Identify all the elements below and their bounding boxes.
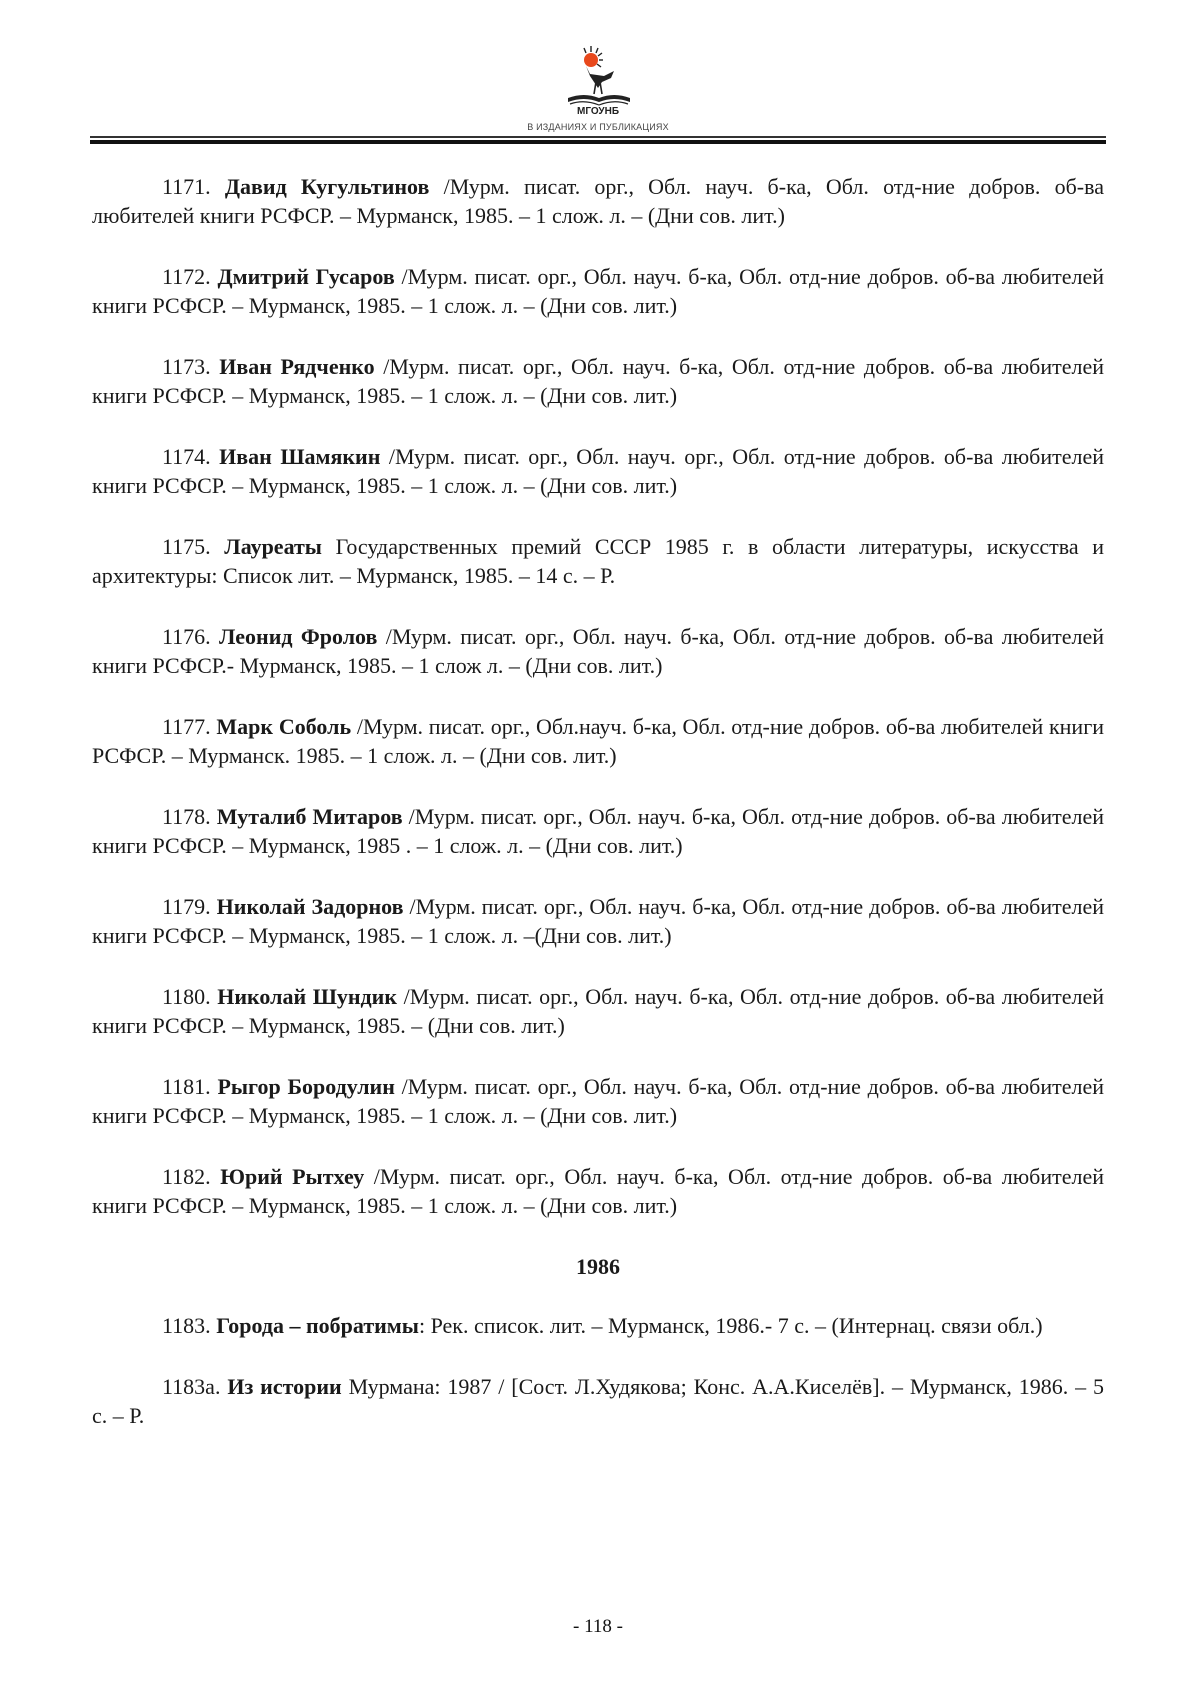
entry-number: 1181. (162, 1074, 211, 1099)
entry-number: 1173. (162, 354, 211, 379)
entry-title: Марк Соболь (216, 714, 352, 739)
entry-number: 1179. (162, 894, 211, 919)
entry-number: 1177. (162, 714, 211, 739)
bibliography-entry (92, 172, 1104, 230)
entry-title: Лауреаты (224, 534, 322, 559)
entry-number: 1176. (162, 624, 211, 649)
entry-title: Иван Шамякин (219, 444, 381, 469)
entry-details: /Мурм. писат. орг., Обл. науч. б-ка, Обл. отд-ние добров. об-ва любителей книги РСФСР. – Мурманск, 1985 . – 1 слож. л. – (Дни сов. лит.) (92, 804, 1104, 858)
header-rule-thin (90, 136, 1106, 138)
header-tagline: В ИЗДАНИЯХ И ПУБЛИКАЦИЯХ (527, 122, 669, 132)
entry-details: /Мурм. писат. орг., Обл. науч. б-ка, Обл. отд-ние добров. об-ва любителей книги РСФСР. – Мурманск, 1985. – 1 слож. л. – (Дни сов. лит.) (92, 1164, 1104, 1218)
entry-title: Рыгор Бородулин (217, 1074, 395, 1099)
bibliography-entry (92, 262, 1104, 320)
entry-number: 1178. (162, 804, 211, 829)
entry-details: /Мурм. писат. орг., Обл. науч. б-ка, Обл. отд-ние добров. об-ва любителей книги РСФСР. – Мурманск, 1985. – (Дни сов. лит.) (92, 984, 1105, 1038)
entry-details: /Мурм. писат. орг., Обл. науч. б-ка, Обл. отд-ние добров. об-ва любителей книги РСФСР.- Мурманск, 1985. – 1 слож л. – (Дни сов. лит.) (92, 624, 1104, 678)
bibliography-entry (92, 442, 1104, 500)
bibliography-entry (92, 892, 1104, 950)
entry-title: Из истории (227, 1374, 342, 1399)
year-heading: 1986 (576, 1254, 620, 1279)
entry-number: 1175. (162, 534, 211, 559)
entry-number: 1180. (162, 984, 211, 1009)
bibliography-list (92, 172, 1104, 1462)
bibliography-entry (92, 622, 1104, 680)
page-header (0, 0, 1196, 150)
bibliography-entry (92, 1372, 1104, 1430)
entry-details: /Мурм. писат. орг., Обл.науч. б-ка, Обл. отд-ние добров. об-ва любителей книги РСФСР. – Мурманск. 1985. – 1 слож. л. – (Дни сов. лит.) (92, 714, 1104, 768)
entry-details: /Мурм. писат. орг., Обл. науч. б-ка, Обл. отд-ние добров. об-ва любителей книги РСФСР. – Мурманск, 1985. – 1 слож. л. – (Дни сов. лит.) (92, 264, 1105, 318)
entry-title: Иван Рядченко (219, 354, 375, 379)
bibliography-entry (92, 802, 1104, 860)
logo-name: МГОУНБ (576, 106, 620, 117)
bibliography-entry (92, 1162, 1104, 1220)
entry-details: /Мурм. писат. орг., Обл. науч. б-ка, Обл. отд-ние добров. об-ва любителей книги РСФСР. – Мурманск, 1985. – 1 слож. л. –(Дни сов. лит.) (92, 894, 1105, 948)
entry-number: 1174. (162, 444, 211, 469)
entry-title: Города – побратимы (216, 1313, 419, 1338)
entry-details: /Мурм. писат. орг., Обл. науч. б-ка, Обл. отд-ние добров. об-ва любителей книги РСФСР. – Мурманск, 1985. – 1 слож. л. – (Дни сов. лит.) (92, 1074, 1105, 1128)
entry-title: Давид Кугультинов (224, 174, 430, 199)
entry-title: Юрий Рытхеу (220, 1164, 365, 1189)
entry-details: /Мурм. писат. орг., Обл. науч. б-ка, Обл. отд-ние добров. об-ва любителей книги РСФСР. – Мурманск, 1985. – 1 слож. л. – (Дни сов. лит.) (92, 174, 1104, 228)
bibliography-entry (92, 352, 1104, 410)
entry-number: 1172. (162, 264, 211, 289)
entry-number: 1183. (162, 1313, 211, 1338)
bibliography-entry (92, 982, 1104, 1040)
bibliography-entry (92, 1311, 1104, 1340)
page-number: - 118 - (573, 1616, 623, 1637)
bibliography-entry (92, 712, 1104, 770)
entry-details: Государственных премий СССР 1985 г. в области литературы, искусства и архитектуры: Список лит. – Мурманск, 1985. – 14 с. – Р. (92, 534, 1104, 588)
header-rule-thick (90, 140, 1106, 144)
entry-details: Мурмана: 1987 / [Сост. Л.Худякова; Конс. А.А.Киселёв]. – Мурманск, 1986. – 5 с. – Р. (92, 1374, 1105, 1428)
entry-title: Николай Задорнов (216, 894, 404, 919)
entry-title: Дмитрий Гусаров (217, 264, 395, 289)
entry-number: 1182. (162, 1164, 211, 1189)
entry-title: Муталиб Митаров (216, 804, 403, 829)
entry-details: : Рек. список. лит. – Мурманск, 1986.- 7 с. – (Интернац. связи обл.) (418, 1313, 1043, 1338)
bibliography-entry (92, 1072, 1104, 1130)
entry-title: Леонид Фролов (219, 624, 378, 649)
entry-number: 1183а. (162, 1374, 221, 1399)
entry-number: 1171. (162, 174, 211, 199)
entry-details: /Мурм. писат. орг., Обл. науч. орг., Обл. отд-ние добров. об-ва любителей книги РСФСР. – Мурманск, 1985. – 1 слож. л. – (Дни сов. лит.) (92, 444, 1105, 498)
library-logo-icon (564, 44, 634, 110)
entry-title: Николай Шундик (217, 984, 398, 1009)
bibliography-entry (92, 532, 1104, 590)
entry-details: /Мурм. писат. орг., Обл. науч. б-ка, Обл. отд-ние добров. об-ва любителей книги РСФСР. – Мурманск, 1985. – 1 слож. л. – (Дни сов. лит.) (92, 354, 1104, 408)
